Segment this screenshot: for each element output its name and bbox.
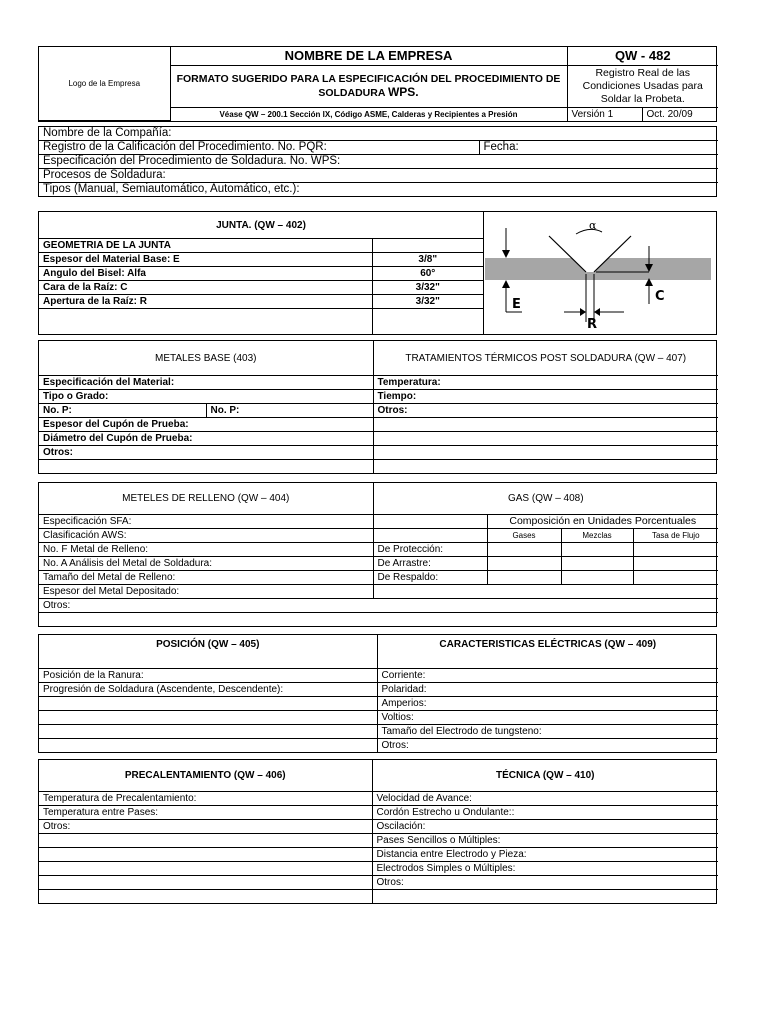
types-field[interactable]: Tipos (Manual, Semiautomático, Automático, etc.): [39, 183, 718, 197]
gas-col-gases: Gases [487, 529, 561, 543]
filler-item[interactable]: Espesor del Metal Depositado: [39, 585, 373, 599]
filler-item[interactable]: Tamaño del Metal de Relleno: [39, 571, 373, 585]
blank-cell[interactable] [372, 890, 718, 904]
blank-cell[interactable] [373, 585, 718, 599]
blank-cell[interactable] [561, 571, 633, 585]
blank-cell[interactable] [487, 543, 561, 557]
joint-title: JUNTA. (QW – 402) [39, 212, 483, 239]
joint-thickness-label: Espesor del Material Base: E [39, 253, 372, 267]
material-spec-field[interactable]: Especificación del Material: [39, 376, 373, 390]
blank-cell[interactable] [561, 557, 633, 571]
filler-item[interactable]: Clasificación AWS: [39, 529, 373, 543]
blank-cell[interactable] [39, 697, 377, 711]
pwht-title: TRATAMIENTOS TÉRMICOS POST SOLDADURA (QW – 407) [373, 341, 718, 376]
blank-cell[interactable] [39, 890, 372, 904]
preheat-item[interactable]: Temperatura de Precalentamiento: [39, 792, 372, 806]
blank-cell[interactable] [39, 834, 372, 848]
blank-cell[interactable] [39, 711, 377, 725]
pqr-field[interactable]: Registro de la Calificación del Procedimiento. No. PQR: [39, 141, 479, 155]
blank-cell[interactable] [39, 613, 718, 627]
r-label: R [587, 317, 598, 332]
joint-geometry-label: GEOMETRIA DE LA JUNTA [39, 239, 372, 253]
company-logo: Logo de la Empresa [39, 47, 170, 121]
technique-item[interactable]: Otros: [372, 876, 718, 890]
blank-cell[interactable] [633, 571, 718, 585]
pwht-temp-field[interactable]: Temperatura: [373, 376, 718, 390]
joint-bevel-angle-label: Angulo del Bisel: Alfa [39, 267, 372, 281]
e-label: E [512, 297, 521, 312]
blank-cell[interactable] [487, 571, 561, 585]
joint-blank-cell[interactable] [372, 309, 483, 336]
blank-cell[interactable] [39, 848, 372, 862]
joint-diagram [483, 212, 716, 334]
version-label: Versión 1 [567, 107, 642, 121]
pwht-time-field[interactable]: Tiempo: [373, 390, 718, 404]
coupon-diameter-field[interactable]: Diámetro del Cupón de Prueba: [39, 432, 373, 446]
technique-item[interactable]: Cordón Estrecho u Ondulante:: [372, 806, 718, 820]
blank-cell[interactable] [373, 432, 718, 446]
base-others-field[interactable]: Otros: [39, 446, 373, 460]
position-title: POSICIÓN (QW – 405) [39, 635, 377, 669]
base-metals-title: METALES BASE (403) [39, 341, 373, 376]
technique-item[interactable]: Velocidad de Avance: [372, 792, 718, 806]
electrical-item[interactable]: Polaridad: [377, 683, 718, 697]
blank-cell[interactable] [39, 876, 372, 890]
gas-row-trailing: De Arrastre: [373, 557, 487, 571]
filler-title: METELES DE RELLENO (QW – 404) [39, 483, 373, 515]
base-metals-block [38, 340, 717, 474]
code-reference: Véase QW – 200.1 Sección IX, Código ASME, Calderas y Recipientes a Presión [170, 107, 567, 121]
blank-cell[interactable] [373, 446, 718, 460]
joint-diagram-svg [484, 212, 716, 334]
gas-title: GAS (QW – 408) [373, 483, 718, 515]
subtitle-line-2: SOLDADURA [318, 86, 386, 99]
joint-root-face-value[interactable]: 3/32" [372, 281, 483, 295]
joint-block [38, 211, 717, 335]
filler-item[interactable]: Especificación SFA: [39, 515, 373, 529]
blank-cell[interactable] [487, 557, 561, 571]
blank-cell[interactable] [561, 543, 633, 557]
blank-cell[interactable] [39, 725, 377, 739]
filler-item[interactable]: No. F Metal de Relleno: [39, 543, 373, 557]
preheat-item[interactable]: Otros: [39, 820, 372, 834]
filler-item[interactable]: Otros: [39, 599, 718, 613]
preheat-title: PRECALENTAMIENTO (QW – 406) [39, 760, 372, 792]
preheat-item[interactable]: Temperatura entre Pases: [39, 806, 372, 820]
position-groove-field[interactable]: Posición de la Ranura: [39, 669, 377, 683]
joint-blank-cell[interactable] [39, 309, 372, 336]
technique-title: TÉCNICA (QW – 410) [372, 760, 718, 792]
preheat-technique-block [38, 759, 717, 904]
version-date: Oct. 20/09 [642, 107, 718, 121]
alpha-label: α [589, 219, 597, 232]
gas-composition-header: Composición en Unidades Porcentuales [487, 515, 718, 529]
blank-cell[interactable] [633, 543, 718, 557]
gas-row-shielding: De Protección: [373, 543, 487, 557]
general-info-block [38, 126, 717, 197]
gas-row-backing: De Respaldo: [373, 571, 487, 585]
filler-item[interactable]: No. A Análisis del Metal de Soldadura: [39, 557, 373, 571]
record-description: Registro Real de las Condiciones Usadas para Soldar la Probeta. [567, 65, 718, 107]
subtitle-wps: WPS. [387, 84, 419, 99]
pwht-others-field[interactable]: Otros: [373, 404, 718, 418]
c-label: C [655, 289, 665, 304]
electrical-title: CARACTERISTICAS ELÉCTRICAS (QW – 409) [377, 635, 718, 669]
coupon-thickness-field[interactable]: Espesor del Cupón de Prueba: [39, 418, 373, 432]
blank-cell[interactable] [373, 515, 487, 529]
electrical-item[interactable]: Amperios: [377, 697, 718, 711]
joint-geometry-value[interactable] [372, 239, 483, 253]
blank-cell[interactable] [39, 460, 373, 474]
gas-col-mixtures: Mezclas [561, 529, 633, 543]
date-field[interactable]: Fecha: [479, 141, 718, 155]
joint-root-opening-label: Apertura de la Raíz: R [39, 295, 372, 309]
company-name-field[interactable]: Nombre de la Compañía: [39, 127, 718, 141]
filler-gas-block [38, 482, 717, 627]
electrical-item[interactable]: Otros: [377, 739, 718, 753]
electrical-item[interactable]: Voltios: [377, 711, 718, 725]
blank-cell[interactable] [373, 529, 487, 543]
gas-col-flow: Tasa de Flujo [633, 529, 718, 543]
blank-cell[interactable] [39, 739, 377, 753]
grade-field[interactable]: Tipo o Grado: [39, 390, 373, 404]
joint-thickness-value[interactable]: 3/8" [372, 253, 483, 267]
p-number-field-1[interactable]: No. P: [39, 404, 206, 418]
processes-field[interactable]: Procesos de Soldadura: [39, 169, 718, 183]
joint-root-opening-value[interactable]: 3/32" [372, 295, 483, 309]
blank-cell[interactable] [373, 418, 718, 432]
company-title: NOMBRE DE LA EMPRESA [170, 47, 567, 65]
technique-item[interactable]: Oscilación: [372, 820, 718, 834]
form-subtitle [170, 65, 567, 107]
technique-item[interactable]: Pases Sencillos o Múltiples: [372, 834, 718, 848]
subtitle-line-1: FORMATO SUGERIDO PARA LA ESPECIFICACIÓN DEL PROCEDIMIENTO DE [176, 72, 561, 85]
form-code: QW - 482 [567, 47, 718, 65]
blank-cell[interactable] [633, 557, 718, 571]
blank-cell[interactable] [373, 460, 718, 474]
electrical-item[interactable]: Corriente: [377, 669, 718, 683]
joint-root-face-label: Cara de la Raíz: C [39, 281, 372, 295]
position-electrical-block [38, 634, 717, 753]
blank-cell[interactable] [39, 862, 372, 876]
technique-item[interactable]: Electrodos Simples o Múltiples: [372, 862, 718, 876]
joint-bevel-angle-value[interactable]: 60° [372, 267, 483, 281]
electrical-item[interactable]: Tamaño del Electrodo de tungsteno: [377, 725, 718, 739]
p-number-field-2[interactable]: No. P: [206, 404, 373, 418]
progression-field[interactable]: Progresión de Soldadura (Ascendente, Descendente): [39, 683, 377, 697]
header-block [38, 46, 717, 122]
technique-item[interactable]: Distancia entre Electrodo y Pieza: [372, 848, 718, 862]
wps-field[interactable]: Especificación del Procedimiento de Soldadura. No. WPS: [39, 155, 718, 169]
